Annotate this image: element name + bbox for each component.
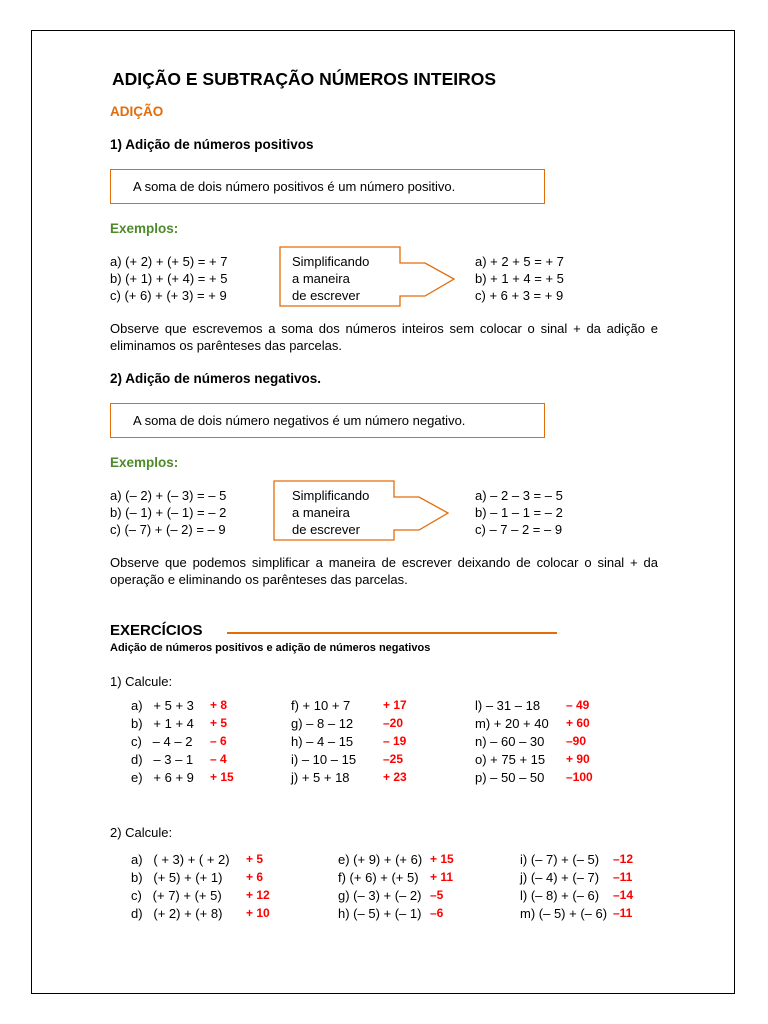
exercise-answer: + 10 bbox=[246, 906, 270, 920]
part1-rule-box bbox=[110, 169, 545, 204]
part1-rule-text: A soma de dois número positivos é um número positivo. bbox=[133, 179, 456, 194]
exercise-answer: –5 bbox=[430, 888, 444, 902]
exercise-answer: –6 bbox=[430, 906, 444, 920]
exercise-answer: –11 bbox=[613, 870, 633, 884]
exercise-answer: –90 bbox=[566, 734, 587, 748]
exercise-question: g) (– 3) + (– 2) bbox=[338, 888, 422, 903]
exercise-answer: – 19 bbox=[383, 734, 407, 748]
exercise-question: j) + 5 + 18 bbox=[291, 770, 350, 785]
exercise-answer: –100 bbox=[566, 770, 593, 784]
exercises-subheading: Adição de números positivos e adição de números negativos bbox=[110, 642, 431, 654]
part1-examples-short bbox=[475, 253, 564, 304]
part2-note: Observe que podemos simplificar a maneira de escrever deixando de colocar o sinal + da operação e eliminando os parênteses das parcelas. bbox=[110, 555, 658, 587]
exercise-answer: –14 bbox=[613, 888, 634, 902]
example-line: b) – 1 – 1 = – 2 bbox=[475, 505, 563, 520]
example-line: a) (– 2) + (– 3) = – 5 bbox=[110, 488, 227, 503]
exercise-answer: + 23 bbox=[383, 770, 407, 784]
example-line: c) (+ 6) + (+ 3) = + 9 bbox=[110, 288, 227, 303]
example-line: c) (– 7) + (– 2) = – 9 bbox=[110, 522, 226, 537]
exercise-answer: + 8 bbox=[210, 698, 228, 712]
arrow-text-line: a maneira bbox=[292, 505, 350, 520]
q1-label: 1) Calcule: bbox=[110, 674, 173, 689]
exercise-answer: + 5 bbox=[210, 716, 228, 730]
arrow-text-line: Simplificando bbox=[292, 488, 370, 503]
exercise-question: l) (– 8) + (– 6) bbox=[520, 888, 600, 903]
exercise-question: h) – 4 – 15 bbox=[291, 734, 354, 749]
exercise-question: b) + 1 + 4 bbox=[131, 716, 194, 731]
exercise-question: j) (– 4) + (– 7) bbox=[520, 870, 600, 885]
exercise-answer: + 12 bbox=[246, 888, 270, 902]
exercise-question: a) + 5 + 3 bbox=[131, 698, 194, 713]
exercise-answer: –11 bbox=[613, 906, 633, 920]
exercise-question: l) – 31 – 18 bbox=[475, 698, 541, 713]
exercise-answer: – 4 bbox=[210, 752, 227, 766]
exercise-question: d) – 3 – 1 bbox=[131, 752, 194, 767]
example-line: c) + 6 + 3 = + 9 bbox=[475, 288, 564, 303]
exercise-question: n) – 60 – 30 bbox=[475, 734, 545, 749]
exercise-question: f) (+ 6) + (+ 5) bbox=[338, 870, 419, 885]
part1-examples-label: Exemplos: bbox=[110, 221, 179, 236]
exercise-question: c) (+ 7) + (+ 5) bbox=[131, 888, 222, 903]
exercise-question: m) + 20 + 40 bbox=[475, 716, 549, 731]
exercise-question: i) (– 7) + (– 5) bbox=[520, 852, 600, 867]
exercise-question: b) (+ 5) + (+ 1) bbox=[131, 870, 223, 885]
exercise-question: o) + 75 + 15 bbox=[475, 752, 546, 767]
example-line: a) – 2 – 3 = – 5 bbox=[475, 488, 563, 503]
exercise-answer: + 90 bbox=[566, 752, 590, 766]
exercise-question: a) ( + 3) + ( + 2) bbox=[131, 852, 230, 867]
part2-rule-text: A soma de dois número negativos é um número negativo. bbox=[133, 413, 466, 428]
exercise-answer: + 60 bbox=[566, 716, 590, 730]
arrow-text-line: de escrever bbox=[292, 522, 360, 537]
exercise-answer: + 15 bbox=[210, 770, 234, 784]
part2-arrow-text bbox=[292, 487, 369, 538]
page-title: ADIÇÃO E SUBTRAÇÃO NÚMEROS INTEIROS bbox=[112, 69, 497, 89]
exercise-answer: –20 bbox=[383, 716, 404, 730]
arrow-text-line: de escrever bbox=[292, 288, 360, 303]
part1-arrow-text bbox=[292, 253, 369, 304]
exercise-question: i) – 10 – 15 bbox=[291, 752, 357, 767]
part2-examples-long bbox=[110, 487, 226, 538]
part1-heading: 1) Adição de números positivos bbox=[110, 137, 314, 152]
arrow-text-line: a maneira bbox=[292, 271, 350, 286]
exercise-answer: –12 bbox=[613, 852, 634, 866]
exercise-question: d) (+ 2) + (+ 8) bbox=[131, 906, 223, 921]
example-line: a) + 2 + 5 = + 7 bbox=[475, 254, 564, 269]
arrow-text-line: Simplificando bbox=[292, 254, 370, 269]
example-line: a) (+ 2) + (+ 5) = + 7 bbox=[110, 254, 228, 269]
part2-heading: 2) Adição de números negativos. bbox=[110, 371, 322, 386]
example-line: b) + 1 + 4 = + 5 bbox=[475, 271, 564, 286]
exercise-answer: + 5 bbox=[246, 852, 264, 866]
exercise-question: e) (+ 9) + (+ 6) bbox=[338, 852, 423, 867]
exercise-question: c) – 4 – 2 bbox=[131, 734, 193, 749]
exercises-heading-rule bbox=[227, 632, 557, 634]
part2-rule-box bbox=[110, 403, 545, 438]
part2-examples-short bbox=[475, 487, 563, 538]
example-line: b) (– 1) + (– 1) = – 2 bbox=[110, 505, 227, 520]
exercise-question: g) – 8 – 12 bbox=[291, 716, 354, 731]
q2-label: 2) Calcule: bbox=[110, 825, 173, 840]
example-line: b) (+ 1) + (+ 4) = + 5 bbox=[110, 271, 228, 286]
part2-examples-label: Exemplos: bbox=[110, 455, 179, 470]
example-line: c) – 7 – 2 = – 9 bbox=[475, 522, 563, 537]
exercise-question: m) (– 5) + (– 6) bbox=[520, 906, 608, 921]
exercise-question: h) (– 5) + (– 1) bbox=[338, 906, 422, 921]
section-label: ADIÇÃO bbox=[110, 104, 164, 119]
part1-note: Observe que escrevemos a soma dos números inteiros sem colocar o sinal + da adição e eliminamos os parênteses das parcelas. bbox=[110, 321, 658, 353]
exercise-answer: – 6 bbox=[210, 734, 227, 748]
exercise-question: e) + 6 + 9 bbox=[131, 770, 194, 785]
exercise-answer: + 11 bbox=[430, 870, 454, 884]
exercise-question: p) – 50 – 50 bbox=[475, 770, 545, 785]
exercise-answer: – 49 bbox=[566, 698, 590, 712]
exercise-answer: + 17 bbox=[383, 698, 407, 712]
exercise-answer: + 6 bbox=[246, 870, 264, 884]
exercise-answer: –25 bbox=[383, 752, 404, 766]
part1-examples-long bbox=[110, 253, 227, 304]
exercise-answer: + 15 bbox=[430, 852, 454, 866]
exercise-question: f) + 10 + 7 bbox=[291, 698, 351, 713]
exercises-heading: EXERCÍCIOS bbox=[110, 622, 203, 639]
